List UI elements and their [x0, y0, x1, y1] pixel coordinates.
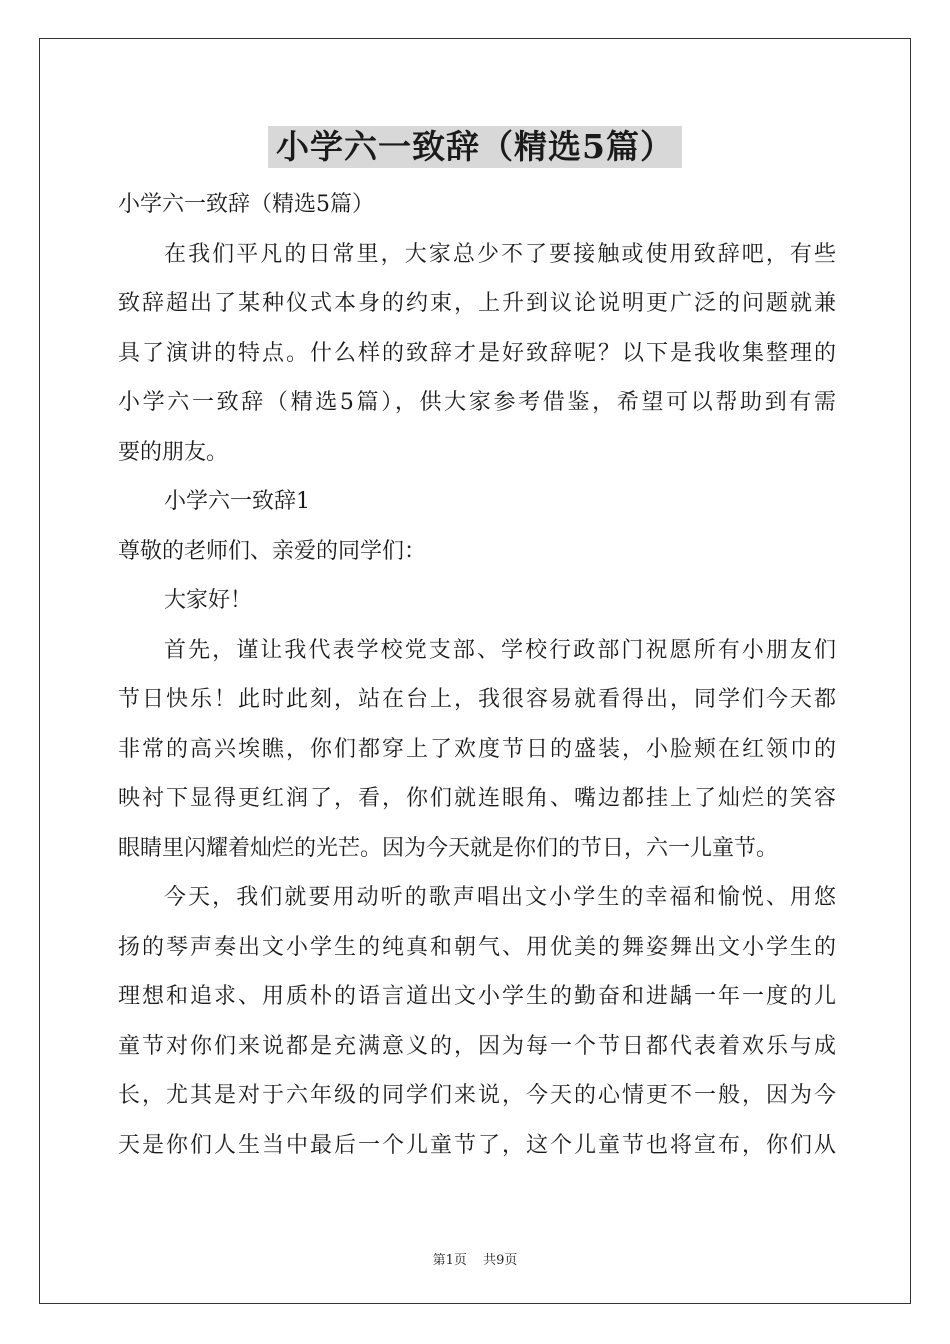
para1-line: 首先，谨让我代表学校党支部、学校行政部门祝愿所有小朋友们 — [164, 637, 836, 663]
section-heading: 小学六一致辞1 — [164, 489, 310, 514]
para2-line: 今天，我们就要用动听的歌声唱出文小学生的幸福和愉悦、用悠 — [164, 885, 836, 910]
para1-line: 节日快乐！此时此刻，站在台上，我很容易就看得出，同学们今天都 — [118, 687, 836, 712]
intro-line: 具了演讲的特点。什么样的致辞才是好致辞呢？以下是我收集整理的 — [118, 340, 836, 366]
para2-line: 理想和追求、用质朴的语言道出文小学生的勤奋和进龋一年一度的儿 — [118, 984, 836, 1009]
page-total: 共9页 — [483, 1253, 518, 1268]
page-number: 第1页 — [432, 1253, 467, 1268]
intro-line: 要的朋友。 — [118, 439, 229, 465]
intro-line: 在我们平凡的日常里，大家总少不了要接触或使用致辞吧，有些 — [164, 241, 836, 267]
para1-line: 眼睛里闪耀着灿烂的光芒。因为今天就是你们的节日，六一儿童节。 — [118, 835, 779, 861]
para2-line: 扬的琴声奏出文小学生的纯真和朝气、用优美的舞姿舞出文小学生的 — [118, 934, 836, 960]
intro-line: 小学六一致辞（精选5篇），供大家参考借鉴，希望可以帮助到有需 — [118, 390, 836, 415]
para1-line: 映衬下显得更红润了，看，你们就连眼角、嘴边都挂上了灿烂的笑容 — [118, 786, 836, 811]
intro-line: 致辞超出了某种仪式本身的约束，上升到议论说明更广泛的问题就兼 — [118, 291, 836, 316]
para2-line: 天是你们人生当中最后一个儿童节了，这个儿童节也将宣布，你们从 — [118, 1132, 836, 1158]
salutation: 尊敬的老师们、亲爱的同学们： — [118, 538, 427, 564]
greeting: 大家好！ — [164, 588, 253, 613]
para1-line: 非常的高兴埃瞧，你们都穿上了欢度节日的盛装，小脸颊在红领巾的 — [118, 736, 836, 762]
para2-line: 童节对你们来说都是充满意义的，因为每一个节日都代表着欢乐与成 — [118, 1033, 836, 1059]
subtitle: 小学六一致辞（精选5篇） — [118, 192, 374, 217]
title-container — [0, 126, 950, 168]
para2-line: 长，尤其是对于六年级的同学们来说，今天的心情更不一般，因为今 — [118, 1083, 836, 1108]
document-title: 小学六一致辞（精选5篇） — [268, 126, 682, 168]
document-body — [118, 180, 836, 1170]
page-footer — [0, 1249, 950, 1268]
